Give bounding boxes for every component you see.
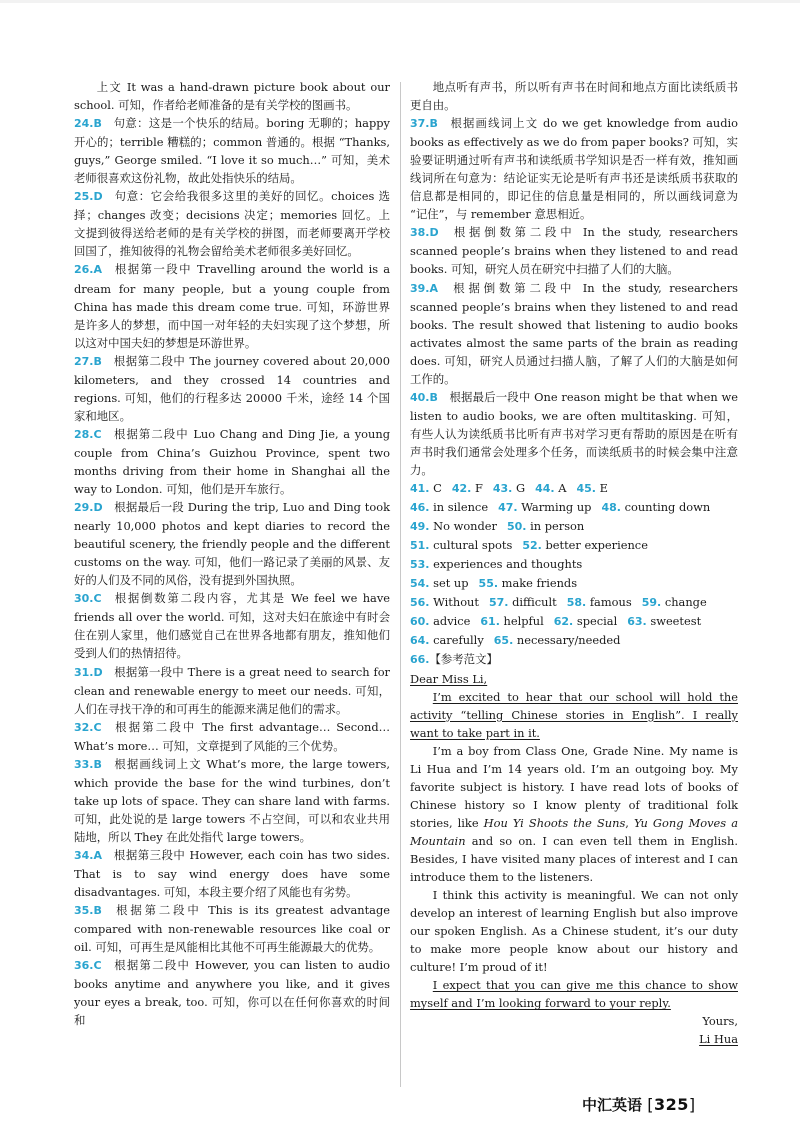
- explanation-text: 根据画线词上文 do we get knowledge from audio books as effectively as we do from paper books? 可知，实验要证明通过听有声书和读纸质书学知识是否一样有效，推知画线词所在句意为：结论证实无论是听有声书还是读纸质书获取的信息都是相同的，即记住的信息量是相同的，所以画线词意为 “记住”，与 remember 意思相近。: [410, 116, 738, 222]
- question-number: 61.: [480, 615, 500, 629]
- answer-entry: [74, 187, 390, 260]
- answer-text: helpful: [503, 614, 544, 629]
- short-answer-item: [410, 576, 469, 590]
- short-answer-row: [410, 517, 738, 536]
- question-number: 46.: [410, 501, 430, 515]
- short-answer-item: [410, 614, 470, 628]
- right-column: [410, 78, 738, 1048]
- short-answer-list: [410, 479, 738, 650]
- answer-letter: A: [93, 263, 103, 277]
- left-column: [74, 78, 390, 1029]
- explanation-text: 根据第一段中 Travelling around the world is a dream for many people, but a young couple from China has made this dream come true. 可知，环游世界是许多人的梦想，而中国一对年轻的夫妇实现了这个梦想，所以这对中国夫妇的梦想是环游世界。: [74, 262, 390, 350]
- short-answer-item: [642, 595, 707, 609]
- answer-text: in person: [530, 519, 585, 534]
- answer-text: C: [433, 481, 442, 496]
- answer-text: famous: [589, 595, 632, 610]
- question-number: 53.: [410, 558, 430, 572]
- question-number: 34.: [74, 848, 94, 862]
- question-number: 36.: [74, 959, 94, 973]
- short-answer-row: [410, 612, 738, 631]
- answer-text: advice: [433, 614, 471, 629]
- question-number: 62.: [553, 615, 574, 629]
- short-answer-item: [498, 500, 591, 514]
- answer-entry: [74, 901, 390, 956]
- answer-text: experiences and thoughts: [433, 557, 583, 572]
- explanation-text: 根据第二段中 This is its greatest advantage compared with non-renewable resources like coal or oil. 可知，可再生是风能相比其他不可再生能源最大的优势。: [74, 903, 390, 955]
- question-number: 27.: [74, 354, 94, 368]
- answer-letter: C: [93, 427, 102, 441]
- essay-paragraph-2: [410, 742, 738, 886]
- question-number: 29.: [74, 501, 94, 515]
- answer-text: better experience: [545, 538, 648, 553]
- page-footer: [582, 1094, 696, 1115]
- explanation-text: 根据倒数第二段中 In the study, researchers scanned people’s brains when they listened to and read books. The result showed that listening to audio books activates almost the same parts of the brain as reading does. 可知，研究人员通过扫描人脑，了解了人们的大脑是如何工作的。: [410, 280, 738, 386]
- explanation-text: 根据最后一段中 One reason might be that when we listen to audio books, we are often multitasking. 可知，有些人认为读纸质书比听有声书对学习更有帮助的原因是在听有声书时我们通常会处理多个任务，而读纸质书的时候会集中注意力。: [410, 389, 738, 477]
- question-number: 57.: [488, 596, 509, 610]
- story-title-2: Yu Gong Moves a Mountain: [410, 815, 738, 848]
- answer-letter: D: [93, 190, 103, 204]
- question-number: 32.: [74, 720, 94, 734]
- explanation-text: 根据第二段中 However, you can listen to audio books anytime and anywhere you like, and it gives your eyes a break, too. 可知，你可以在任何你喜欢的时间和: [74, 958, 390, 1028]
- explanation-text: 根据画线词上文 What’s more, the large towers, which provide the base for the wind turbines, don’t take up lots of space. They can share land with farms. 可知，此处说的是 large towers 不占空间，可以和农业共用陆地，所以 They 在此处指代 large towers。: [74, 756, 390, 844]
- answer-letter: B: [93, 904, 102, 918]
- short-answer-row: [410, 498, 738, 517]
- essay-p2-text: I’m a boy from Class One, Grade Nine. My name is Li Hua and I’m 14 years old. I’m an outgoing boy. My favorite subject is history. I have read lots of books of Chinese history so I know plenty of traditional folk stories, like: [410, 743, 738, 830]
- question-number: 39.: [410, 281, 430, 295]
- answer-text: difficult: [512, 595, 557, 610]
- short-answer-item: [601, 500, 710, 514]
- question-number: 48.: [601, 501, 621, 515]
- question-number: 41.: [410, 482, 430, 496]
- answer-text: G: [516, 481, 526, 496]
- explanation-text: 句意：它会给我很多这里的美好的回忆。choices 选择；changes 改变；decisions 决定；memories 回忆。上文提到彼得送给老师的是有关学校的拼图，而老师要离开学校回国了，推知彼得的礼物会留给美术老师很多美好回忆。: [74, 189, 390, 259]
- essay-p2-text-end: and so on. I can even tell them in English. Besides, I have visited many places of interest and I can introduce them to the listeners.: [410, 833, 738, 885]
- answer-text: Without: [433, 595, 479, 610]
- answer-text: make friends: [501, 576, 578, 591]
- question-number: 30.: [74, 592, 94, 606]
- short-answer-item: [489, 595, 557, 609]
- explanation-text: 地点听有声书，所以听有声书在时间和地点方面比读纸质书更自由。: [410, 80, 738, 113]
- answer-letter: B: [429, 117, 438, 131]
- essay-p4-text: I expect that you can give me this chance to show myself and I’m looking forward to your reply.: [410, 978, 738, 1011]
- question-number: 24.: [74, 117, 94, 131]
- explanation-text: 根据最后一段 During the trip, Luo and Ding took nearly 10,000 photos and kept diaries to record the beautiful scenery, the friendly people and the different customs on the way. 可知，他们一路记录了美丽的风景、友好的人们及不同的风俗，没有提到外国执照。: [74, 500, 390, 588]
- answer-entry: [74, 114, 390, 187]
- answer-text: sweetest: [650, 614, 702, 629]
- essay-closing: Yours,: [702, 1014, 738, 1029]
- explanation-text: 根据倒数第二段内容，尤其是 We feel we have friends all over the world. 可知，这对夫妇在旅途中有时会住在别人家里，他们感觉自己在世界各地都有朋友，推知他们受到人们的热情招待。: [74, 591, 390, 661]
- short-answer-row: [410, 593, 738, 612]
- essay-paragraph-3: I think this activity is meaningful. We can not only develop an interest of learning English but also improve our spoken English. As a Chinese student, it’s our duty to make more people know about our history and culture! I’m proud of it!: [410, 888, 738, 975]
- essay-signature: [410, 1030, 738, 1048]
- answer-entry: [410, 388, 738, 479]
- answer-letter: A: [429, 281, 439, 295]
- explanation-text: 根据第三段中 However, each coin has two sides. That is to say wind energy does have some disadvantages. 可知，本段主要介绍了风能也有劣势。: [74, 847, 390, 900]
- short-answer-item: [410, 557, 582, 571]
- explanation-text: 根据第二段中 The first advantage… Second… What’s more… 可知，文章提到了风能的三个优势。: [74, 719, 390, 753]
- short-answer-item: [627, 614, 701, 628]
- question-number: 50.: [507, 520, 527, 534]
- essay-p2-separator: ,: [625, 815, 634, 830]
- answer-entry: [74, 956, 390, 1029]
- answer-entry: [74, 425, 390, 498]
- question-number: 37.: [410, 117, 430, 131]
- question-number: 26.: [74, 263, 94, 277]
- short-answer-item: [410, 500, 488, 514]
- question-number: 33.: [74, 757, 94, 771]
- essay-paragraph-1: [410, 688, 738, 742]
- bracket-open: [: [647, 1095, 654, 1114]
- short-answer-item: [494, 633, 621, 647]
- short-answer-item: [576, 481, 607, 495]
- book-title: 中汇英语: [582, 1096, 643, 1114]
- answer-entry: [410, 78, 738, 114]
- question-number: 51.: [410, 539, 430, 553]
- page-top-edge: [0, 0, 800, 3]
- answer-letter: B: [93, 354, 102, 368]
- explanation-text: 上文 It was a hand-drawn picture book about our school. 可知，作者给老师准备的是有关学校的图画书。: [74, 80, 390, 113]
- short-answer-item: [410, 595, 479, 609]
- answer-text: special: [576, 614, 618, 629]
- answer-letter: D: [93, 665, 103, 679]
- answer-text: Warming up: [521, 500, 592, 515]
- question-number: 64.: [410, 634, 430, 648]
- essay-heading: 【参考范文】: [429, 652, 498, 667]
- answer-letter: B: [93, 117, 102, 131]
- answer-letter: A: [93, 848, 103, 862]
- answer-entry: [74, 755, 390, 846]
- question-number: 43.: [492, 482, 513, 496]
- page-number-value: 325: [654, 1095, 689, 1114]
- question-number: 66.: [410, 653, 430, 667]
- answer-letter: D: [93, 501, 103, 515]
- question-number: 54.: [410, 577, 430, 591]
- question-number: 42.: [451, 482, 472, 496]
- short-answer-item: [493, 481, 525, 495]
- short-answer-row: [410, 555, 738, 574]
- answer-entry: [74, 846, 390, 901]
- answer-text: necessary/needed: [516, 633, 621, 648]
- answer-entry: [74, 718, 390, 755]
- answer-text: F: [474, 481, 483, 496]
- answer-text: cultural spots: [433, 538, 513, 553]
- short-answer-row: [410, 631, 738, 650]
- question-number: 45.: [576, 482, 596, 496]
- answer-text: E: [599, 481, 608, 496]
- essay-salutation: Dear Miss Li,: [410, 671, 488, 686]
- answer-entry: [74, 663, 390, 718]
- question-number: 28.: [74, 427, 94, 441]
- answer-text: set up: [433, 576, 469, 591]
- short-answer-item: [410, 519, 497, 533]
- question-number: 49.: [410, 520, 430, 534]
- question-number: 63.: [627, 615, 647, 629]
- explanation-text: 句意：这是一个快乐的结局。boring 无聊的；happy 开心的；terrible 糟糕的；common 普通的。根据 “Thanks, guys,” George smiled. “I love it so much…” 可知，美术老师很喜欢这份礼物，故此处指快乐的结局。: [74, 116, 390, 186]
- answer-entry: [74, 78, 390, 114]
- question-number: 58.: [566, 596, 587, 610]
- column-divider: [400, 82, 401, 1087]
- short-answer-item: [507, 519, 584, 533]
- answer-letter: B: [429, 390, 438, 404]
- question-number: 59.: [641, 596, 662, 610]
- answer-text: in silence: [433, 500, 489, 515]
- answer-text: carefully: [433, 633, 484, 648]
- answer-text: A: [558, 481, 567, 496]
- answer-text: counting down: [624, 500, 711, 515]
- short-answer-item: [410, 633, 484, 647]
- explanation-text: 根据第二段中 The journey covered about 20,000 kilometers, and they crossed 14 countries and regions. 可知，他们的行程多达 20000 千米，途经 14 个国家和地区。: [74, 353, 390, 423]
- short-answer-row: [410, 479, 738, 498]
- explanation-text: 根据第一段中 There is a great need to search for clean and renewable energy to meet our needs. 可知，人们在寻找干净的和可再生的能源来满足他们的需求。: [74, 664, 390, 716]
- model-essay: [410, 650, 738, 1048]
- answer-text: change: [664, 595, 707, 610]
- question-number: 31.: [74, 665, 94, 679]
- answer-letter: C: [93, 720, 102, 734]
- answer-entry: [74, 352, 390, 425]
- short-answer-item: [554, 614, 617, 628]
- question-number: 25.: [74, 190, 94, 204]
- answer-entry: [410, 114, 738, 223]
- question-number: 40.: [410, 390, 430, 404]
- right-answers-37-40: [410, 78, 738, 479]
- answer-entry: [410, 223, 738, 278]
- short-answer-row: [410, 536, 738, 555]
- explanation-text: 根据倒数第二段中 In the study, researchers scanned people’s brains when they listened to and read books. 可知，研究人员在研究中扫描了人们的大脑。: [410, 225, 738, 277]
- question-number: 56.: [410, 596, 430, 610]
- short-answer-row: [410, 574, 738, 593]
- question-number: 60.: [410, 615, 430, 629]
- answer-entry: [410, 279, 738, 388]
- short-answer-item: [410, 538, 512, 552]
- explanation-text: 根据第二段中 Luo Chang and Ding Jie, a young couple from China’s Guizhou Province, spent two months driving from their home in Shanghai all the way to London. 可知，他们是开车旅行。: [74, 426, 390, 497]
- answer-letter: C: [93, 959, 102, 973]
- answer-letter: B: [93, 757, 102, 771]
- answer-letter: C: [93, 592, 102, 606]
- signature-text: Li Hua: [699, 1032, 738, 1047]
- answer-entry: [74, 589, 390, 662]
- question-number: 44.: [535, 482, 555, 496]
- bracket-close: ]: [688, 1095, 696, 1114]
- short-answer-item: [535, 481, 566, 495]
- question-number: 65.: [493, 634, 514, 648]
- page-number: [647, 1095, 695, 1114]
- short-answer-item: [567, 595, 632, 609]
- question-number: 52.: [522, 539, 542, 553]
- answer-text: No wonder: [433, 519, 497, 534]
- short-answer-item: [410, 481, 442, 495]
- question-number: 47.: [498, 501, 518, 515]
- answer-entry: [74, 498, 390, 589]
- question-number: 38.: [410, 226, 430, 240]
- answer-letter: D: [429, 226, 439, 240]
- question-number: 55.: [478, 577, 499, 591]
- short-answer-item: [479, 576, 578, 590]
- question-number: 35.: [74, 904, 94, 918]
- story-title-1: Hou Yi Shoots the Suns: [483, 815, 626, 830]
- essay-paragraph-4: [410, 976, 738, 1012]
- short-answer-item: [522, 538, 648, 552]
- essay-p1-text: I’m excited to hear that our school will hold the activity “telling Chinese stories in English”. I really want to take part in it.: [410, 689, 738, 740]
- short-answer-item: [480, 614, 543, 628]
- answer-entry: [74, 260, 390, 351]
- short-answer-item: [452, 481, 483, 495]
